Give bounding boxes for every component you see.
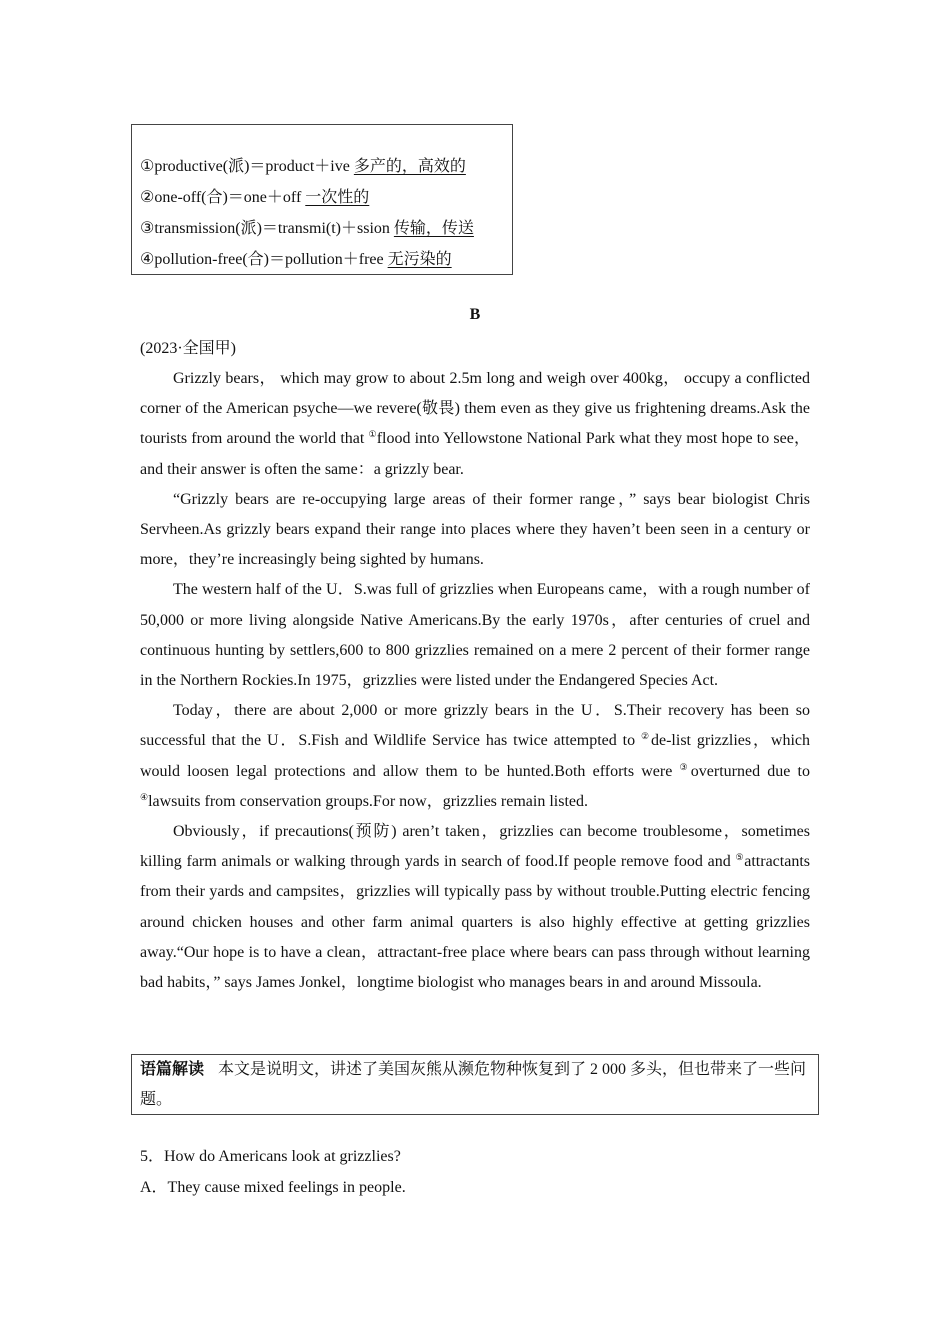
word-meaning: 传输，传送: [393, 220, 474, 237]
option-a: A．They cause mixed feelings in people.: [140, 1179, 406, 1196]
paragraph-2: “Grizzly bears are re-occupying large areas of their former range，” says bear biologist Chris Servheen.As grizzly bears expand their range into places where they haven’t been seen in a century or more，they’re increasingly being sighted by humans.: [140, 490, 810, 569]
passage-analysis-box: [131, 1054, 819, 1115]
word-meaning: 无污染的: [387, 251, 452, 268]
word-item: ①productive(派)＝product＋ive 多产的，高效的: [140, 158, 466, 175]
word-meaning: 多产的，高效的: [353, 158, 466, 175]
word-formation-box: [131, 124, 513, 275]
footnote-marker: ②: [641, 731, 651, 742]
footnote-marker: ③: [679, 761, 691, 772]
paragraph-3: The western half of the U．S.was full of grizzlies when Europeans came，with a rough number of 50,000 or more living alongside Native Americans.By the early 1970s，after centuries of cruel and continuous hunting by settlers,600 to 800 grizzlies remained on a mere 2 percent of their former range in the Northern Rockies.In 1975，grizzlies were listed under the Endangered Species Act.: [140, 581, 811, 690]
reading-passage: [140, 334, 810, 998]
paragraph-4: Today，there are about 2,000 or more grizzly bears in the U．S.Their recovery has been so successful that the U．S.Fish and Wildlife Service has twice attempted to ②de-list grizzlies，which would loosen legal protections and allow them to be hunted.Both efforts were ③overturned due to ④lawsuits from conservation groups.For now，grizzlies remain listed.: [140, 702, 810, 810]
passage-source: (2023·全国甲): [140, 340, 236, 357]
word-item: ④pollution-free(合)＝pollution＋free 无污染的: [140, 251, 452, 268]
footnote-marker: ④: [140, 791, 149, 802]
word-meaning: 一次性的: [305, 189, 370, 206]
analysis-text: 本文是说明文，讲述了美国灰熊从濒危物种恢复到了 2 000 多头，但也带来了一些问题。: [140, 1061, 807, 1108]
word-item: ②one-off(合)＝one＋off 一次性的: [140, 189, 370, 206]
analysis-label: 语篇解读: [140, 1061, 205, 1078]
footnote-marker: ⑤: [735, 852, 745, 863]
question-stem: 5．How do Americans look at grizzlies?: [140, 1148, 401, 1165]
section-title: B: [469, 306, 481, 323]
footnote-marker: ①: [368, 429, 377, 440]
word-item: ③transmission(派)＝transmi(t)＋ssion 传输，传送: [140, 220, 474, 237]
paragraph-5: Obviously，if precautions(预防) aren’t taken，grizzlies can become troublesome，sometimes killing farm animals or walking through yards in search of food.If people remove food and ⑤attractants from their yards and campsites，grizzlies will typically pass by without trouble.Putting electric fencing around chicken houses and other farm animal quarters is also highly effective at getting grizzlies away.“Our hope is to have a clean，attractant-free place where bears can pass through without learning bad habits，” says James Jonkel，longtime biologist who manages bears in and around Missoula.: [140, 823, 810, 992]
paragraph-1: Grizzly bears， which may grow to about 2.5m long and weigh over 400kg， occupy a conflicted corner of the American psyche—we revere(敬畏) them even as they give us frightening dreams.Ask the tourists from around the world that ①flood into Yellowstone National Park what they most hope to see，and their answer is often the same：a grizzly bear.: [140, 370, 810, 478]
